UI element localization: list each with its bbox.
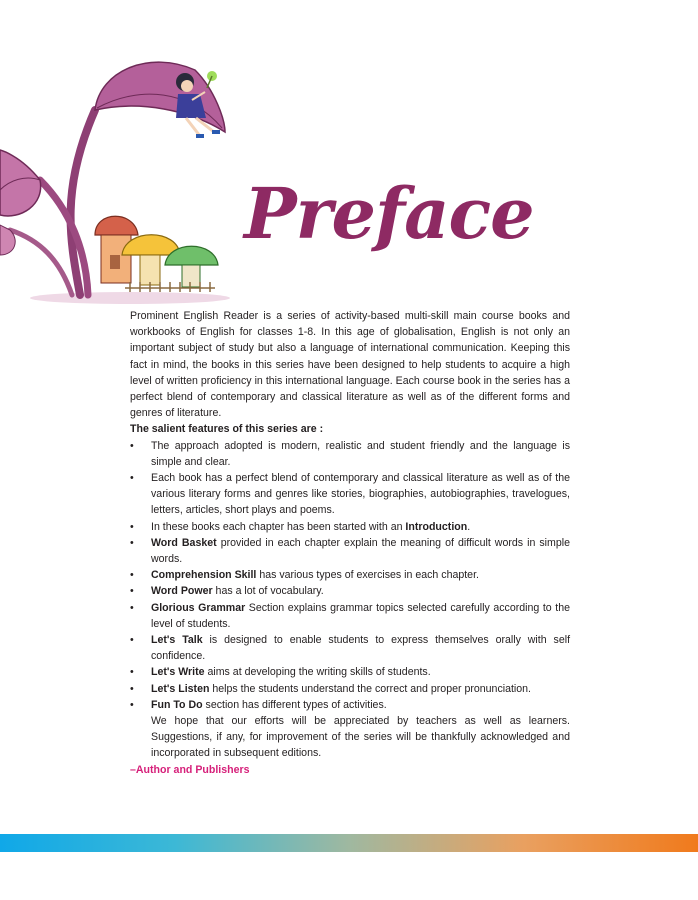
list-item: • Glorious Grammar Section explains grammar topics selected carefully according to the level of students. xyxy=(130,600,570,632)
leaf-plant-illustration xyxy=(0,40,250,310)
bottom-gradient-stripe xyxy=(0,834,698,852)
mushroom-house-illustration xyxy=(95,216,218,292)
list-item: • The approach adopted is modern, realistic and student friendly and the language is simple and clear. xyxy=(130,438,570,470)
list-item: • In these books each chapter has been started with an Introduction. xyxy=(130,519,570,535)
closing-paragraph: We hope that our efforts will be appreciated by teachers as well as learners. Suggestions, if any, for improvement of the series will be thankfully acknowledged and incorporated in subsequent editions. xyxy=(151,715,570,760)
intro-paragraph: Prominent English Reader is a series of activity-based multi-skill main course books and workbooks of English for classes 1-8. In this age of globalisation, English is not only an important subject of study but also a language of international communication. Keeping this fact in mind, the books in this series have been designed to help students to acquire a high level of written proficiency in this international language. Each course book in the series has a perfect blend of contemporary and classical literature as well as of the different forms and genres of literature. xyxy=(130,310,570,420)
page-title: Preface xyxy=(244,172,534,255)
list-item: • Word Basket provided in each chapter explain the meaning of difficult words in simple words. xyxy=(130,535,570,567)
list-item: • Fun To Do section has different types of activities. xyxy=(130,697,570,713)
list-item: • Let's Write aims at developing the writing skills of students. xyxy=(130,664,570,680)
list-item: • Each book has a perfect blend of contemporary and classical literature as well as of the various literary forms and genres like stories, biographies, autobiographies, travelogues, letters, articles, short plays and poems. xyxy=(130,470,570,519)
list-item: • Comprehension Skill has various types of exercises in each chapter. xyxy=(130,567,570,583)
features-heading: The salient features of this series are : xyxy=(130,423,324,436)
preface-body xyxy=(130,308,570,778)
features-list xyxy=(130,438,570,713)
signature: –Author and Publishers xyxy=(130,763,250,776)
list-item: • Word Power has a lot of vocabulary. xyxy=(130,583,570,599)
list-item: • Let's Talk is designed to enable students to express themselves orally with self confidence. xyxy=(130,632,570,664)
list-item: • Let's Listen helps the students understand the correct and proper pronunciation. xyxy=(130,681,570,697)
